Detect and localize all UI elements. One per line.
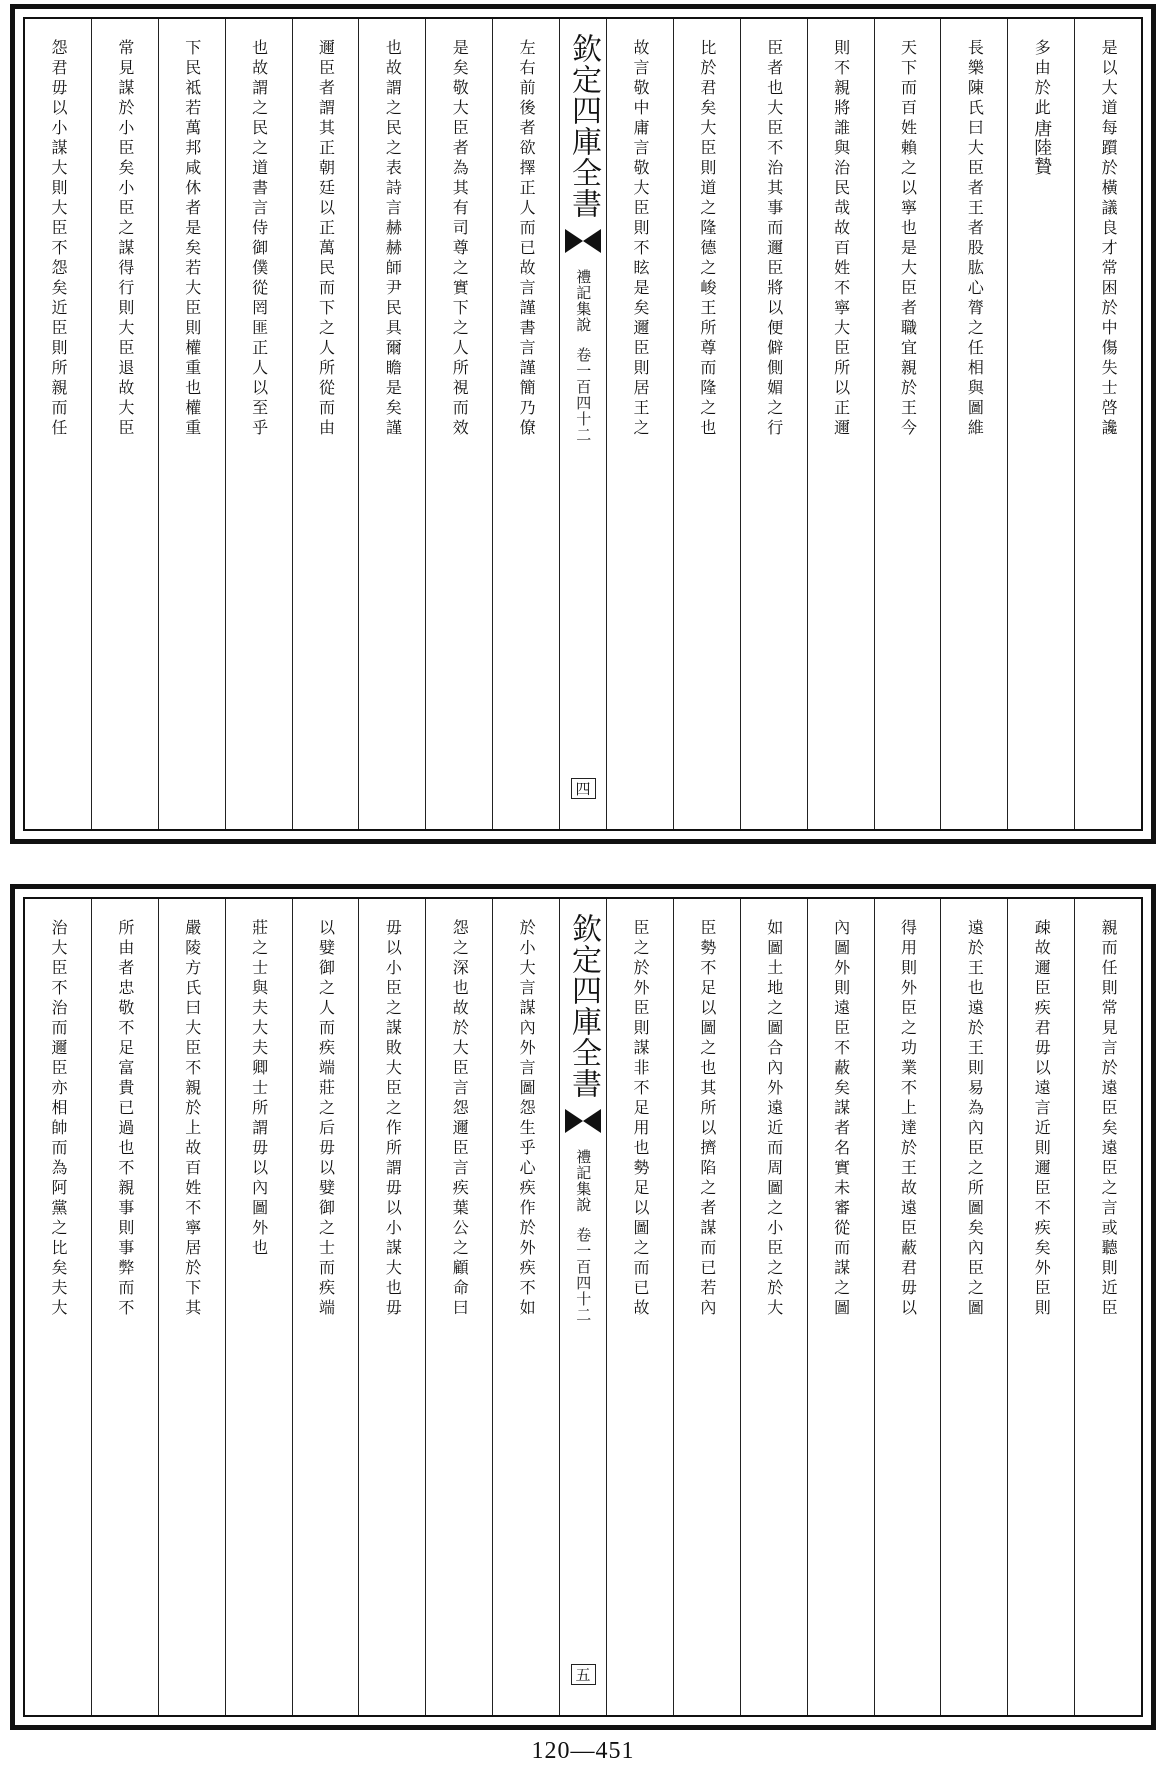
strip-book-title: 禮記集說: [574, 1149, 593, 1213]
text-column: [25, 19, 91, 829]
text-column: [1074, 19, 1141, 829]
text-column: [874, 899, 941, 1715]
text-column: [606, 899, 673, 1715]
strip-title: 欽定四庫全書: [566, 33, 601, 219]
column-text: 左右前後者欲擇正人而已故言謹書言謹簡乃僚: [517, 39, 537, 439]
page-footer-number: 120—451: [531, 1738, 635, 1764]
text-column: [740, 899, 807, 1715]
top-page: [10, 4, 1156, 844]
text-column: [292, 899, 359, 1715]
column-text: 比於君矣大臣則道之隆德之峻王所尊而隆之也: [697, 39, 717, 439]
text-column: [358, 899, 425, 1715]
column-text: 怨君毋以小謀大則大臣不怨矣近臣則所親而任: [48, 39, 68, 439]
text-column: [425, 899, 492, 1715]
text-column: [940, 899, 1007, 1715]
column-text: 下民祗若萬邦咸休者是矣若大臣則權重也權重: [182, 39, 202, 439]
column-text-main: 多由於此: [1032, 39, 1052, 119]
strip-volume: 卷一百四十二: [574, 347, 593, 443]
text-column: [25, 899, 91, 1715]
column-text: 常見謀於小臣矣小臣之謀得行則大臣退故大臣: [115, 39, 135, 439]
column-text: 邇臣者謂其正朝廷以正萬民而下之人所從而由: [316, 39, 336, 439]
column-text: 莊之士與夫大夫卿士所謂毋以內圖外也: [249, 919, 269, 1259]
bottom-page-grid: [23, 897, 1143, 1717]
column-text: 如圖土地之圖合內外遠近而周圖之小臣之於大: [764, 919, 784, 1319]
text-column: [874, 19, 941, 829]
column-text: 遠於王也遠於王則易為內臣之所圖矣內臣之圖: [965, 919, 985, 1319]
bottom-page: [10, 884, 1156, 1730]
text-column: [158, 19, 225, 829]
column-text: 於小大言謀內外言圖怨生乎心疾作於外疾不如: [517, 919, 537, 1319]
column-text: 所由者忠敬不足富貴已過也不親事則事弊而不: [115, 919, 135, 1319]
text-column: [807, 899, 874, 1715]
page-number: 五: [571, 1664, 596, 1685]
strip-book-title: 禮記集說: [574, 269, 593, 333]
text-column: [1007, 899, 1074, 1715]
column-text: 天下而百姓賴之以寧也是大臣者職宜親於王今: [898, 39, 918, 439]
text-column: [492, 19, 559, 829]
text-column: [225, 899, 292, 1715]
column-text: 故言敬中庸言敬大臣則不眩是矣邇臣則居王之: [630, 39, 650, 439]
text-column: [1074, 899, 1141, 1715]
top-page-grid: [23, 17, 1143, 831]
column-text: 長樂陳氏曰大臣者王者股肱心膂之任相與圖維: [965, 39, 985, 439]
text-column: [425, 19, 492, 829]
text-column: [492, 899, 559, 1715]
column-annotation: 唐陸贄: [1031, 119, 1053, 176]
text-column: [225, 19, 292, 829]
column-text: 臣勢不足以圖之也其所以擠陷之者謀而已若內: [697, 919, 717, 1319]
column-text: 毋以小臣之謀敗大臣之作所謂毋以小謀大也毋: [383, 919, 403, 1319]
column-text: 則不親將誰與治民哉故百姓不寧大臣所以正邇: [831, 39, 851, 439]
text-column: [91, 19, 158, 829]
text-column: [91, 899, 158, 1715]
text-column: [740, 19, 807, 829]
text-column: [292, 19, 359, 829]
column-text: 臣之於外臣則謀非不足用也勢足以圖之而已故: [630, 919, 650, 1319]
center-strip: [559, 899, 606, 1715]
text-column: [673, 19, 740, 829]
column-text: 也故謂之民之表詩言赫赫師尹民具爾瞻是矣謹: [383, 39, 403, 439]
text-column: [1007, 19, 1074, 829]
text-column: [158, 899, 225, 1715]
column-text: 內圖外則遠臣不蔽矣謀者名實未審從而謀之圖: [831, 919, 851, 1319]
column-text: 親而任則常見言於遠臣矣遠臣之言或聽則近臣: [1099, 919, 1119, 1319]
page-number: 四: [571, 778, 596, 799]
column-text: 是以大道每躓於橫議良才常困於中傷失士啓讒: [1099, 39, 1119, 439]
column-text: 臣者也大臣不治其事而邇臣將以便僻側媚之行: [764, 39, 784, 439]
text-column: [673, 899, 740, 1715]
column-text: 也故謂之民之道書言侍御僕從罔匪正人以至乎: [249, 39, 269, 439]
text-column: [807, 19, 874, 829]
fishtail-mark-icon: [563, 227, 603, 255]
column-text: 得用則外臣之功業不上達於王故遠臣蔽君毋以: [898, 919, 918, 1319]
column-text: 治大臣不治而邇臣亦相帥而為阿黨之比矣夫大: [48, 919, 68, 1319]
column-text: [1031, 19, 1053, 829]
column-text: 怨之深也故於大臣言怨邇臣言疾葉公之顧命曰: [450, 919, 470, 1319]
text-column: [606, 19, 673, 829]
column-text: 以嬖御之人而疾端莊之后毋以嬖御之士而疾端: [316, 919, 336, 1319]
text-column: [940, 19, 1007, 829]
column-text: 是矣敬大臣者為其有司尊之實下之人所視而效: [450, 39, 470, 439]
center-strip: [559, 19, 606, 829]
column-text: 嚴陵方氏曰大臣不親於上故百姓不寧居於下其: [182, 919, 202, 1319]
fishtail-mark-icon: [563, 1107, 603, 1135]
strip-title: 欽定四庫全書: [566, 913, 601, 1099]
text-column: [358, 19, 425, 829]
strip-volume: 卷一百四十二: [574, 1227, 593, 1323]
column-text: 疎故邇臣疾君毋以遠言近則邇臣不疾矣外臣則: [1032, 919, 1052, 1319]
